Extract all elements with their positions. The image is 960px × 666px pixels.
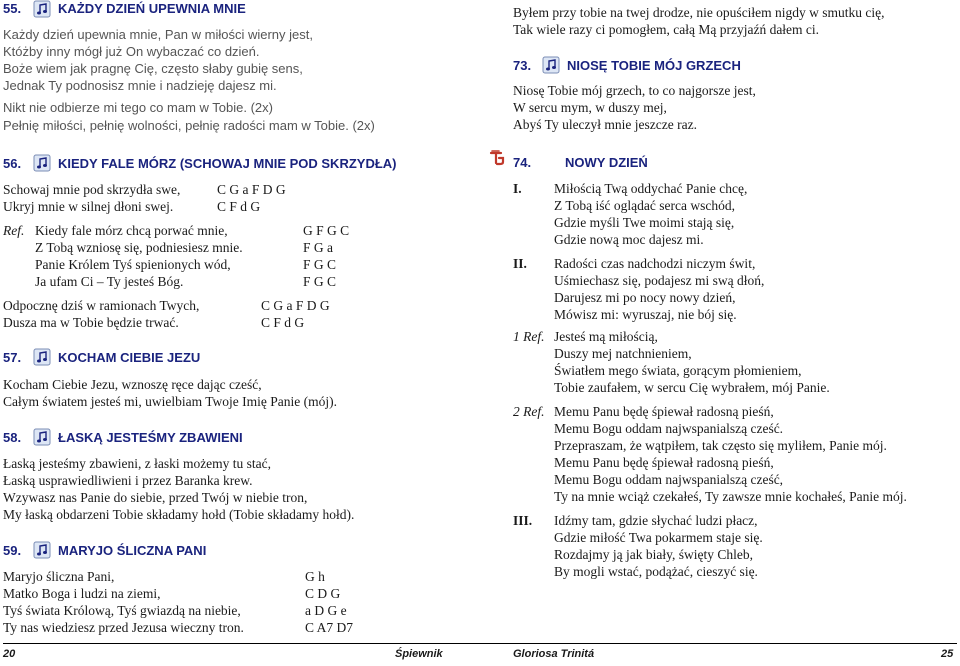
music-note-icon [33, 541, 51, 559]
verse-label: I. [513, 181, 522, 196]
song-title: KAŻDY DZIEŃ UPEWNIA MNIE [58, 1, 246, 16]
verse-label: III. [513, 513, 533, 528]
chord-line: C F d G [217, 199, 261, 214]
music-note-icon [33, 154, 51, 172]
song-number: 73. [513, 58, 532, 73]
lyric-line: Duszy mej natchnieniem, [554, 346, 692, 361]
chord-line: G F G C [303, 223, 350, 238]
chord-line: C D G [305, 586, 341, 601]
song-number: 58. [3, 430, 22, 445]
lyric-line: Łaską jesteśmy zbawieni, z łaski możemy tu stać, [3, 456, 272, 471]
lyric-line: My łaską obdarzeni Tobie składamy hołd (Tobie składamy hołd). [3, 507, 355, 522]
lyric-line: Schowaj mnie pod skrzydła swe, [3, 182, 181, 197]
music-note-icon [33, 0, 51, 18]
lyric-line: Miłością Twą oddychać Panie chcę, [554, 181, 748, 196]
song-title: KIEDY FALE MÓRZ (SCHOWAJ MNIE POD SKRZYDŁA) [58, 156, 397, 171]
lyric-line: Rozdajmy ją jak biały, święty Chleb, [554, 547, 753, 562]
song-number: 56. [3, 156, 22, 171]
lyric-line: Łaską usprawiedliwieni i przez Baranka krew. [3, 473, 253, 488]
lyric-line: Niosę Tobie mój grzech, to co najgorsze jest, [513, 83, 756, 98]
lyric-line: Ja ufam Ci – Ty jesteś Bóg. [35, 274, 184, 289]
lyric-line: Jednak Ty podnosisz mnie i nadzieję dajesz mi. [3, 78, 277, 93]
chord-line: a D G e [305, 603, 347, 618]
song-number: 74. [513, 155, 532, 170]
footer-title: Śpiewnik [395, 648, 443, 660]
lyric-line: Każdy dzień upewnia mnie, Pan w miłości wierny jest, [3, 27, 313, 42]
lyric-line: W sercu mym, w duszy mej, [513, 100, 667, 115]
song-number: 57. [3, 350, 22, 365]
lyric-line: Matko Boga i ludzi na ziemi, [3, 586, 161, 601]
lyric-line: Całym światem jesteś mi, uwielbiam Twoje Imię Panie (mój). [3, 394, 337, 409]
chord-line: C G a F D G [261, 298, 330, 313]
lyric-line: By mogli wstać, podążać, cieszyć się. [554, 564, 758, 579]
lyric-line: Z Tobą iść oglądać serca wschód, [554, 198, 735, 213]
page-number-right: 25 [941, 648, 954, 660]
lyric-line: Memu Bogu oddam najwspanialszą cześć, [554, 472, 784, 487]
song-title: NIOSĘ TOBIE MÓJ GRZECH [567, 58, 741, 73]
footer-divider [3, 643, 957, 644]
lyric-line: Światłem mego świata, gorącym płomieniem, [554, 363, 802, 378]
lyric-line: Darujesz mi po nocy nowy dzień, [554, 290, 736, 305]
lyric-line: Wzywasz nas Panie do siebie, przed Twój w niebie tron, [3, 490, 308, 505]
lyric-line: Przepraszam, że wątpiłem, tak często się myliłem, Panie mój. [554, 438, 887, 453]
chord-line: F G C [303, 257, 337, 272]
lyric-line: Gdzie myśli Twe moimi stają się, [554, 215, 735, 230]
lyric-line: Ukryj mnie w silnej dłoni swej. [3, 199, 174, 214]
refrain-label: 2 Ref. [513, 404, 545, 419]
lyric-line: Radości czas nadchodzi niczym świt, [554, 256, 756, 271]
chord-line: G h [305, 569, 325, 584]
song-title: ŁASKĄ JESTEŚMY ZBAWIENI [58, 430, 243, 445]
lyric-line: Nikt nie odbierze mi tego co mam w Tobie. (2x) [3, 100, 273, 115]
lyric-line: Panie Królem Tyś spienionych wód, [35, 257, 231, 272]
song-number: 59. [3, 543, 22, 558]
chord-line: F G C [303, 274, 337, 289]
music-note-icon [33, 348, 51, 366]
lyric-line: Gdzie nową moc dajesz mi. [554, 232, 704, 247]
chord-line: C F d G [261, 315, 305, 330]
lyric-line: Pełnię miłości, pełnię wolności, pełnię radości mam w Tobie. (2x) [3, 118, 375, 133]
lyric-line: Tobie zaufałem, w sercu Cię wybrałem, mój Panie. [554, 380, 830, 395]
lyric-line: Tak wiele razy ci pomogłem, całą Mą przyjaźń dałem ci. [513, 22, 820, 37]
verse-label: II. [513, 256, 527, 271]
refrain-label: Ref. [3, 223, 25, 238]
lyric-line: Memu Panu będę śpiewał radosną pieśń, [554, 404, 774, 419]
lyric-line: Jesteś mą miłością, [554, 329, 658, 344]
lyric-line: Dusza ma w Tobie będzie trwać. [3, 315, 179, 330]
footer-songbook-name: Gloriosa Trinitá [513, 648, 595, 660]
lyric-line: Maryjo śliczna Pani, [3, 569, 115, 584]
song-title: NOWY DZIEŃ [565, 155, 648, 170]
chord-line: C G a F D G [217, 182, 286, 197]
lyric-line: Memu Panu będę śpiewał radosną pieśń, [554, 455, 774, 470]
page-number-left: 20 [3, 648, 16, 660]
lyric-line: Idźmy tam, gdzie słychać ludzi płacz, [554, 513, 758, 528]
refrain-label: 1 Ref. [513, 329, 545, 344]
song-title: KOCHAM CIEBIE JEZU [58, 350, 201, 365]
lyric-line: Ty na mnie wciąż czekałeś, Ty zawsze mnie kochałeś, Panie mój. [554, 489, 907, 504]
lyric-line: Gdzie miłość Twa pokarmem staje się. [554, 530, 763, 545]
lyric-line: Odpocznę dziś w ramionach Twych, [3, 298, 200, 313]
lyric-line: Memu Bogu oddam najwspanialszą cześć. [554, 421, 784, 436]
lyric-line: Ty nas wiedziesz przed Jezusa wieczny tron. [3, 620, 244, 635]
music-note-icon [542, 56, 560, 74]
lyric-line: Tyś świata Królową, Tyś gwiazdą na niebie, [3, 603, 241, 618]
lyric-line: Mówisz mi: wyruszaj, nie bój się. [554, 307, 737, 322]
lyric-line: Abyś Ty uleczył mnie jeszcze raz. [513, 117, 697, 132]
lyric-line: Kiedy fale mórz chcą porwać mnie, [35, 223, 228, 238]
music-note-icon [33, 428, 51, 446]
song-number: 55. [3, 1, 22, 16]
lyric-line: Byłem przy tobie na twej drodze, nie opuściłem nigdy w smutku cię, [513, 5, 885, 20]
gt-logo-icon [488, 149, 506, 167]
lyric-line: Kocham Ciebie Jezu, wznoszę ręce dając cześć, [3, 377, 262, 392]
chord-line: C A7 D7 [305, 620, 354, 635]
lyric-line: Któżby inny mógł już On wybaczać co dzień. [3, 44, 260, 59]
song-title: MARYJO ŚLICZNA PANI [58, 543, 207, 558]
lyric-line: Boże wiem jak pragnę Cię, często słaby gubię sens, [3, 61, 303, 76]
lyric-line: Uśmiechasz się, podajesz mi swą dłoń, [554, 273, 765, 288]
chord-line: F G a [303, 240, 333, 255]
lyric-line: Z Tobą wzniosę się, podniesiesz mnie. [35, 240, 243, 255]
